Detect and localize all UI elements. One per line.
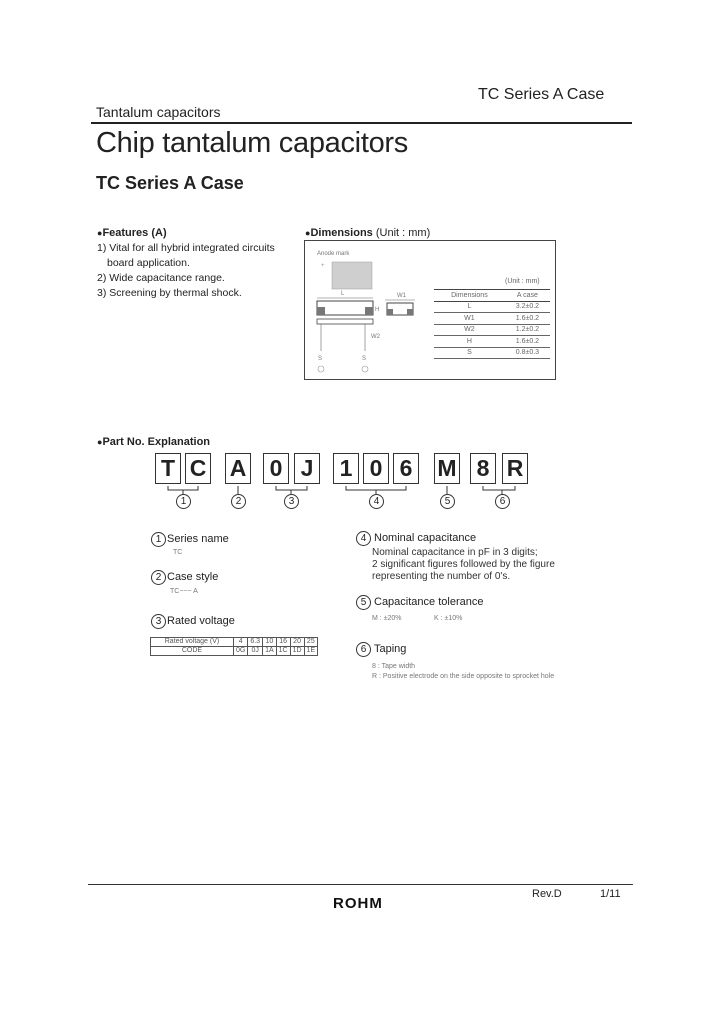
features-heading: ●Features (A) bbox=[97, 227, 167, 239]
page-subtitle: TC Series A Case bbox=[96, 173, 244, 193]
dim-label-h: H bbox=[375, 307, 380, 313]
bullet-icon: ● bbox=[305, 228, 311, 238]
taping-detail: 8 : Tape width R : Positive electrode on the side opposite to sprocket hole bbox=[372, 663, 555, 680]
footer-divider bbox=[88, 884, 633, 885]
feature-item: 3) Screening by thermal shock. bbox=[97, 287, 242, 299]
nominal-capacitance-detail: Nominal capacitance in pF in 3 digits; 2 significant figures followed by the figure representing the number of 0's. bbox=[372, 547, 555, 582]
case-style-title: Case style bbox=[167, 571, 219, 583]
taping-title: Taping bbox=[374, 643, 407, 655]
part-char: 0 bbox=[263, 453, 289, 484]
explain-num-4: 4 bbox=[356, 531, 371, 546]
part-char: 8 bbox=[470, 453, 496, 484]
dim-label-s: S bbox=[318, 356, 323, 362]
svg-text:S: S bbox=[362, 356, 367, 362]
index-circle-3: 3 bbox=[284, 494, 299, 509]
explain-num-5: 5 bbox=[356, 595, 371, 610]
part-char: 0 bbox=[363, 453, 389, 484]
part-char: T bbox=[155, 453, 181, 484]
feature-item: board application. bbox=[107, 257, 190, 269]
part-char: M bbox=[434, 453, 460, 484]
header-series-title: TC Series A Case bbox=[478, 86, 605, 103]
rated-voltage-table bbox=[150, 637, 318, 656]
table-row: W2 1.2±0.2 bbox=[434, 324, 550, 336]
dim-label-l: L bbox=[341, 291, 345, 297]
explain-num-6: 6 bbox=[356, 642, 371, 657]
page-number: 1/11 bbox=[600, 888, 621, 900]
index-circle-6: 6 bbox=[495, 494, 510, 509]
bullet-icon: ● bbox=[97, 437, 103, 447]
table-row: S 0.8±0.3 bbox=[434, 347, 550, 359]
part-char: C bbox=[185, 453, 211, 484]
bullet-icon: ● bbox=[97, 228, 103, 238]
rohm-logo: ROHM bbox=[333, 895, 383, 912]
part-char: R bbox=[502, 453, 528, 484]
feature-item: 2) Wide capacitance range. bbox=[97, 272, 225, 284]
part-char: 1 bbox=[333, 453, 359, 484]
explain-num-3: 3 bbox=[151, 614, 166, 629]
capacitance-tolerance-title: Capacitance tolerance bbox=[374, 596, 484, 608]
table-row: W1 1.6±0.2 bbox=[434, 313, 550, 325]
dim-label-w2: W2 bbox=[371, 334, 380, 340]
part-no-heading: ●Part No. Explanation bbox=[97, 436, 211, 448]
dimension-table-unit: (Unit : mm) bbox=[505, 278, 540, 285]
index-circle-4: 4 bbox=[369, 494, 384, 509]
part-char: 6 bbox=[393, 453, 419, 484]
series-name-title: Series name bbox=[167, 533, 229, 545]
index-circle-2: 2 bbox=[231, 494, 246, 509]
dimensions-heading: ●Dimensions (Unit : mm) bbox=[305, 227, 431, 239]
page-title: Chip tantalum capacitors bbox=[96, 127, 408, 159]
index-circle-5: 5 bbox=[440, 494, 455, 509]
revision-label: Rev.D bbox=[532, 888, 562, 900]
tolerance-k: K : ±10% bbox=[434, 615, 463, 622]
dim-label-w1: W1 bbox=[397, 293, 406, 299]
svg-text:+: + bbox=[321, 263, 325, 269]
table-row: L 3.2±0.2 bbox=[434, 301, 550, 313]
table-row: Rated voltage (V) 4 6.3 10 16 20 25 bbox=[151, 638, 318, 647]
table-header-row: Dimensions A case bbox=[434, 290, 550, 302]
table-row: CODE 0G 0J 1A 1C 1D 1E bbox=[151, 647, 318, 656]
feature-item: 1) Vital for all hybrid integrated circuits bbox=[97, 242, 275, 254]
part-char: J bbox=[294, 453, 320, 484]
explain-num-1: 1 bbox=[151, 532, 166, 547]
series-name-detail: TC bbox=[173, 549, 183, 556]
nominal-capacitance-title: Nominal capacitance bbox=[374, 532, 477, 544]
header-category: Tantalum capacitors bbox=[96, 104, 221, 120]
explain-num-2: 2 bbox=[151, 570, 166, 585]
tolerance-m: M : ±20% bbox=[372, 615, 402, 622]
case-style-detail: TC−−− A bbox=[170, 588, 198, 595]
part-char: A bbox=[225, 453, 251, 484]
anode-mark-label: Anode mark bbox=[317, 251, 350, 257]
rated-voltage-title: Rated voltage bbox=[167, 615, 235, 627]
table-row: H 1.6±0.2 bbox=[434, 336, 550, 348]
index-circle-1: 1 bbox=[176, 494, 191, 509]
